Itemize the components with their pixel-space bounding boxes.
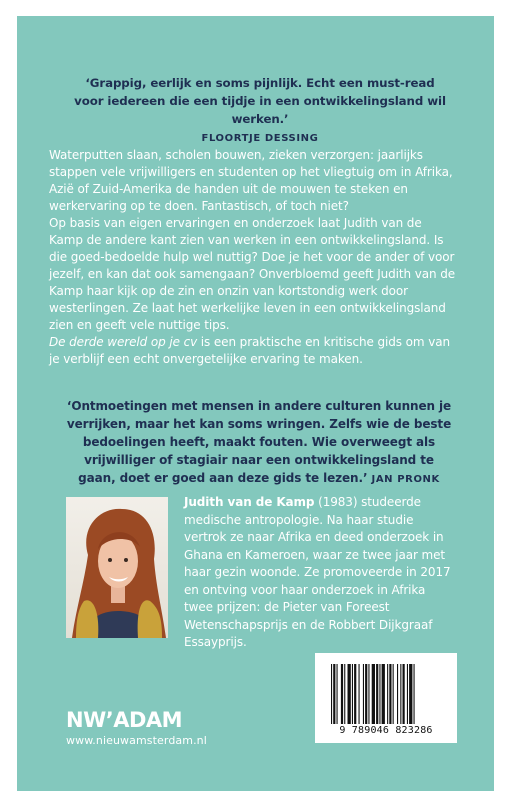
book-description: [49, 147, 457, 368]
publisher-url: www.nieuwamsterdam.nl: [66, 734, 207, 747]
quote-text: ‘Ontmoetingen met mensen in andere culturen kunnen je verrijken, maar het kan soms wringen. Zelfs wie de beste bedoelingen heeft, maakt fouten. Wie overweegt als vrijwilliger of stagiair naar een ontwikkelingsland te gaan, doet er goed aan deze gids te lezen.’: [66, 399, 452, 485]
quote-author: FLOORTJE DESSING: [201, 133, 319, 144]
author-name: Judith van de Kamp: [184, 495, 315, 509]
review-quote-bottom: [64, 397, 454, 489]
author-bio-text: (1983) studeerde medische antropologie. Na haar studie vertrok ze naar Afrika en deed onderzoek in Ghana en Kameroen, waar ze twee jaar met haar gezin woonde. Ze promoveerde in 2017 en ontving voor haar onderzoek in Afrika twee prijzen: de Pieter van Foreest Wetenschapsprijs en de Robbert Dijkgraaf Essayprijs.: [184, 495, 451, 649]
description-paragraph: Waterputten slaan, scholen bouwen, zieken verzorgen: jaarlijks stappen vele vrijwilligers en studenten op het vliegtuig om in Afrika, Azië of Zuid-Amerika de handen uit de mouwen te steken en werkervaring op te doen. Fantastisch, of toch niet?: [49, 148, 453, 213]
author-bio: [184, 494, 456, 652]
quote-text: ‘Grappig, eerlijk en soms pijnlijk. Echt een must-read voor iedereen die een tijdje in een ontwikkelingsland wil werken.’: [74, 76, 446, 126]
description-paragraph: Op basis van eigen ervaringen en onderzoek laat Judith van de Kamp de andere kant zien van werken in een ontwikkelingsland. Is die goed-bedoelde hulp wel nuttig? Doe je het voor de ander of voor jezelf, en kan dat ook samengaan? Onverbloemd geeft Judith van de Kamp haar kijk op de zin en onzin van kortstondig werk door westerlingen. Ze laat het werkelijke leven in een ontwikkelingsland zien en geeft vele nuttige tips.: [49, 216, 456, 332]
isbn-barcode: [315, 653, 457, 743]
book-title-italic: De derde wereld op je cv: [49, 335, 198, 349]
description-text: is een praktische en kritische gids om van je verblijf een echt onvergetelijke ervaring te maken.: [49, 335, 450, 366]
author-photo: [66, 497, 168, 638]
description-paragraph: [49, 334, 457, 368]
isbn-number: 9 789046 823286: [339, 725, 433, 736]
publisher-logo: NW’ADAM: [66, 708, 183, 732]
quote-author: JAN PRONK: [371, 474, 440, 485]
barcode-bars: [329, 664, 443, 724]
review-quote-top: [70, 74, 450, 148]
